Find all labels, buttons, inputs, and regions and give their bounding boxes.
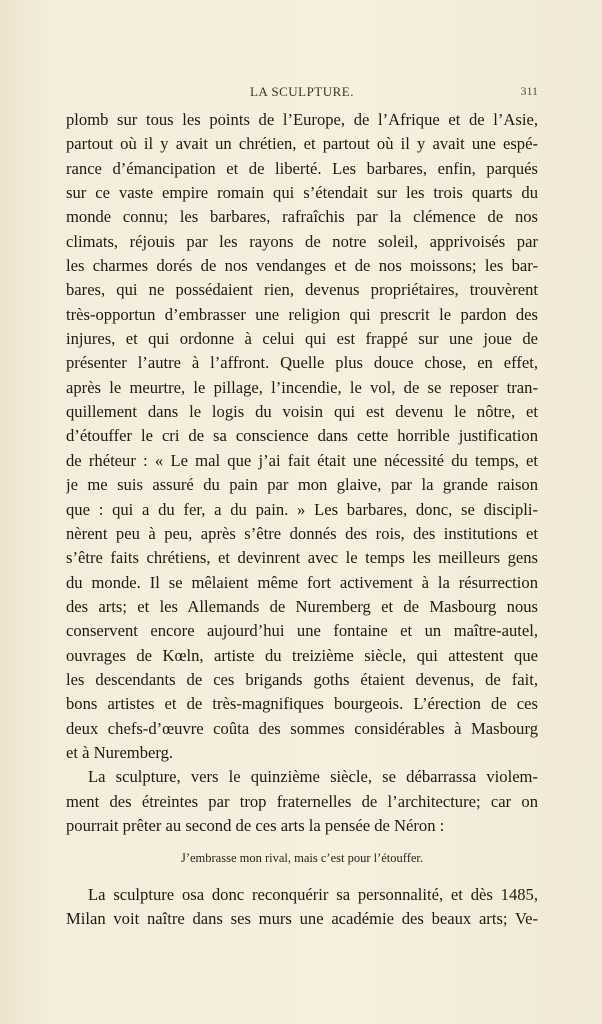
text-line: plomb sur tous les points de l’Europe, de l’Afrique et de l’Asie, xyxy=(66,110,538,129)
text-line: des arts; et les Allemands de Nuremberg et de Masbourg nous xyxy=(66,596,538,616)
text-line: conservent encore aujourd’hui une fontaine et un maître-autel, xyxy=(66,621,538,641)
text-line: deux chefs-d’œuvre coûta des sommes considérables à Masbourg xyxy=(66,718,538,738)
text-line: après le meurtre, le pillage, l’incendie, le vol, de se reposer tran- xyxy=(66,377,538,397)
text-line: nèrent peu à peu, après s’être donnés des rois, des institutions et xyxy=(66,523,538,543)
text-line: les descendants de ces brigands goths étaient devenus, de fait, xyxy=(66,669,538,689)
text-line: Milan voit naître dans ses murs une académie des beaux arts; Ve- xyxy=(66,909,538,929)
text-line: La sculpture osa donc reconquérir sa personnalité, et dès 1485, xyxy=(88,885,538,904)
text-line: rance d’émancipation et de liberté. Les barbares, enfin, parqués xyxy=(66,158,538,178)
main-text xyxy=(66,108,538,838)
text-line: sur ce vaste empire romain qui s’étendait sur les trois quarts du xyxy=(66,183,538,203)
text-line: La sculpture, vers le quinzième siècle, se débarrassa violem- xyxy=(88,767,538,787)
text-line: les charmes dorés de nos vendanges et de nos moissons; les bar- xyxy=(66,256,538,276)
text-line: bares, qui ne possédaient rien, devenus propriétaires, trouvèrent xyxy=(66,280,538,300)
text-line: injures, et qui ordonne à celui qui est frappé sur une joue de xyxy=(66,329,538,349)
text-line: climats, réjouis par les rayons de notre soleil, apprivoisés par xyxy=(66,231,538,251)
text-line: très-opportun d’embrasser une religion qui prescrit le pardon des xyxy=(66,304,538,324)
text-line: monde connu; les barbares, rafraîchis par la clémence de nos xyxy=(66,207,538,227)
running-title: LA SCULPTURE. xyxy=(249,84,354,99)
text-line: bons artistes et de très-magnifiques bourgeois. L’érection de ces xyxy=(66,694,538,714)
text-line: d’étouffer le cri de sa conscience dans cette horrible justification xyxy=(66,426,538,446)
page-number: 311 xyxy=(520,84,538,98)
text-line: présenter l’autre à l’affront. Quelle plus douce chose, en effet, xyxy=(66,353,538,373)
text-line: que : qui a du fer, a du pain. » Les barbares, donc, se discipli- xyxy=(66,499,538,519)
text-line: et à Nuremberg. xyxy=(66,742,174,762)
text-line: du monde. Il se mêlaient même fort activement à la résurrection xyxy=(66,572,538,592)
text-line: de rhéteur : « Le mal que j’ai fait était une nécessité du temps, et xyxy=(66,450,538,470)
closing-text xyxy=(66,883,538,932)
text-line: ment des étreintes par trop fraternelles de l’architecture; car on xyxy=(66,791,538,811)
text-line: je me suis assuré du pain par mon glaive, par la grande raison xyxy=(66,475,538,495)
text-line: quillement dans le logis du voisin qui est devenu le nôtre, et xyxy=(66,402,538,422)
text-line: pourrait prêter au second de ces arts la pensée de Néron : xyxy=(66,815,445,835)
running-head xyxy=(66,84,538,104)
text-line: ouvrages de Kœln, artiste du treizième siècle, qui attestent que xyxy=(66,645,538,665)
text-line: partout où il y avait un chrétien, et partout où il y avait une espé- xyxy=(66,134,538,154)
quoted-verse: J’embrasse mon rival, mais c’est pour l’étouffer. xyxy=(180,851,424,865)
text-line: s’être faits chrétiens, et devinrent avec le temps les meilleurs gens xyxy=(66,548,538,568)
